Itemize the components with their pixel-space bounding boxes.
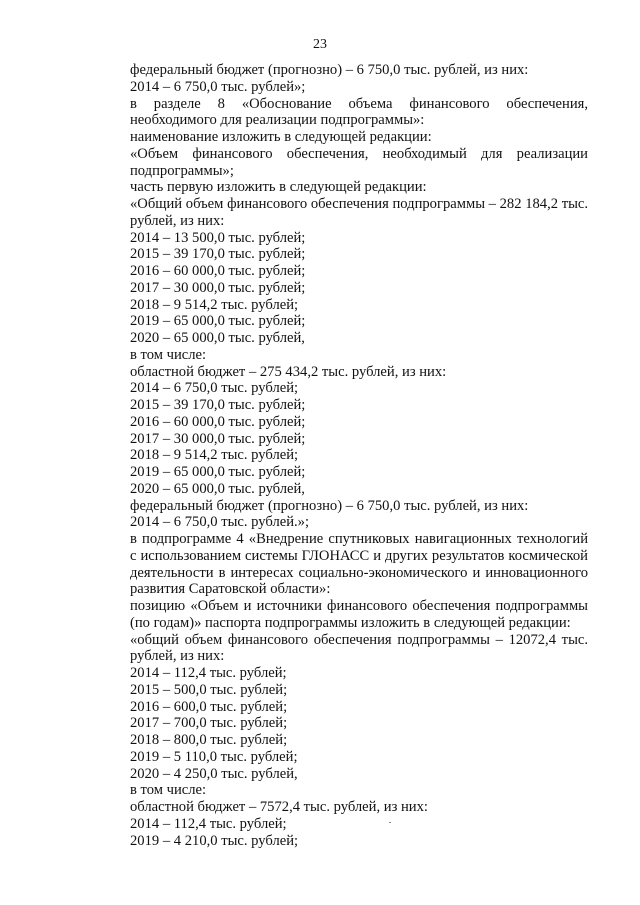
list-item: 2014 – 112,4 тыс. рублей; bbox=[130, 815, 287, 832]
paragraph: 2014 – 6 750,0 тыс. рублей»; bbox=[130, 78, 306, 95]
paragraph: часть первую изложить в следующей редакции: bbox=[130, 179, 427, 196]
list-item: 2016 – 60 000,0 тыс. рублей; bbox=[130, 263, 306, 279]
paragraph: федеральный бюджет (прогнозно) – 6 750,0 тыс. рублей, из них: bbox=[130, 62, 529, 78]
list-item: 2014 – 6 750,0 тыс. рублей; bbox=[130, 380, 299, 397]
list-item: 2020 – 65 000,0 тыс. рублей, bbox=[130, 330, 305, 346]
list-item: 2017 – 30 000,0 тыс. рублей; bbox=[130, 430, 306, 447]
list-item: 2019 – 5 110,0 тыс. рублей; bbox=[130, 748, 298, 765]
paragraph: «Общий объем финансового обеспечения подпрограммы – 282 184,2 тыс. рублей, из них: bbox=[130, 196, 588, 229]
list-item: 2015 – 39 170,0 тыс. рублей; bbox=[130, 246, 306, 263]
paragraph: областной бюджет – 275 434,2 тыс. рублей, из них: bbox=[130, 363, 447, 380]
list-item: 2014 – 112,4 тыс. рублей; bbox=[130, 665, 287, 681]
page-number: 23 bbox=[313, 37, 327, 52]
list-item: 2019 – 65 000,0 тыс. рублей; bbox=[130, 313, 306, 330]
list-item: 2020 – 65 000,0 тыс. рублей, bbox=[130, 480, 305, 497]
list-item: 2016 – 60 000,0 тыс. рублей; bbox=[130, 413, 306, 430]
paragraph: «Объем финансового обеспечения, необходимый для реализации подпрограммы»; bbox=[130, 145, 588, 179]
paragraph: «общий объем финансового обеспечения подпрограммы – 12072,4 тыс. рублей, из них: bbox=[130, 631, 588, 665]
paragraph: в том числе: bbox=[130, 346, 207, 363]
list-item: 2019 – 4 210,0 тыс. рублей; bbox=[130, 832, 299, 849]
paragraph: наименование изложить в следующей редакции: bbox=[130, 129, 432, 145]
paragraph: позицию «Объем и источники финансового обеспечения подпрограммы (по годам)» паспорта подпрограммы изложить в следующей редакции: bbox=[130, 598, 588, 631]
document-body bbox=[88, 62, 588, 849]
list-item: 2018 – 800,0 тыс. рублей; bbox=[130, 732, 288, 748]
scan-speck bbox=[389, 822, 391, 823]
paragraph: федеральный бюджет (прогнозно) – 6 750,0 тыс. рублей, из них: bbox=[130, 497, 529, 514]
list-item: 2018 – 9 514,2 тыс. рублей; bbox=[130, 296, 299, 313]
paragraph: в подпрограмме 4 «Внедрение спутниковых навигационных технологий с использованием системы ГЛОНАСС и других результатов космической деятельности в интересах социально-экономического и инновационного развития Саратовской области»: bbox=[130, 531, 588, 598]
list-item: 2017 – 700,0 тыс. рублей; bbox=[130, 715, 288, 732]
paragraph: в разделе 8 «Обоснование объема финансового обеспечения, необходимого для реализации подпрограммы»: bbox=[130, 95, 588, 129]
list-item: 2018 – 9 514,2 тыс. рублей; bbox=[130, 447, 299, 464]
list-item: 2014 – 6 750,0 тыс. рублей.»; bbox=[130, 514, 310, 531]
list-item: 2016 – 600,0 тыс. рублей; bbox=[130, 698, 288, 715]
paragraph: областной бюджет – 7572,4 тыс. рублей, из них: bbox=[130, 799, 428, 815]
list-item: 2020 – 4 250,0 тыс. рублей, bbox=[130, 765, 298, 782]
list-item: 2014 – 13 500,0 тыс. рублей; bbox=[130, 229, 306, 246]
list-item: 2015 – 500,0 тыс. рублей; bbox=[130, 681, 288, 698]
list-item: 2015 – 39 170,0 тыс. рублей; bbox=[130, 397, 306, 413]
list-item: 2019 – 65 000,0 тыс. рублей; bbox=[130, 464, 306, 480]
list-item: 2017 – 30 000,0 тыс. рублей; bbox=[130, 279, 306, 296]
paragraph: в том числе: bbox=[130, 782, 207, 799]
